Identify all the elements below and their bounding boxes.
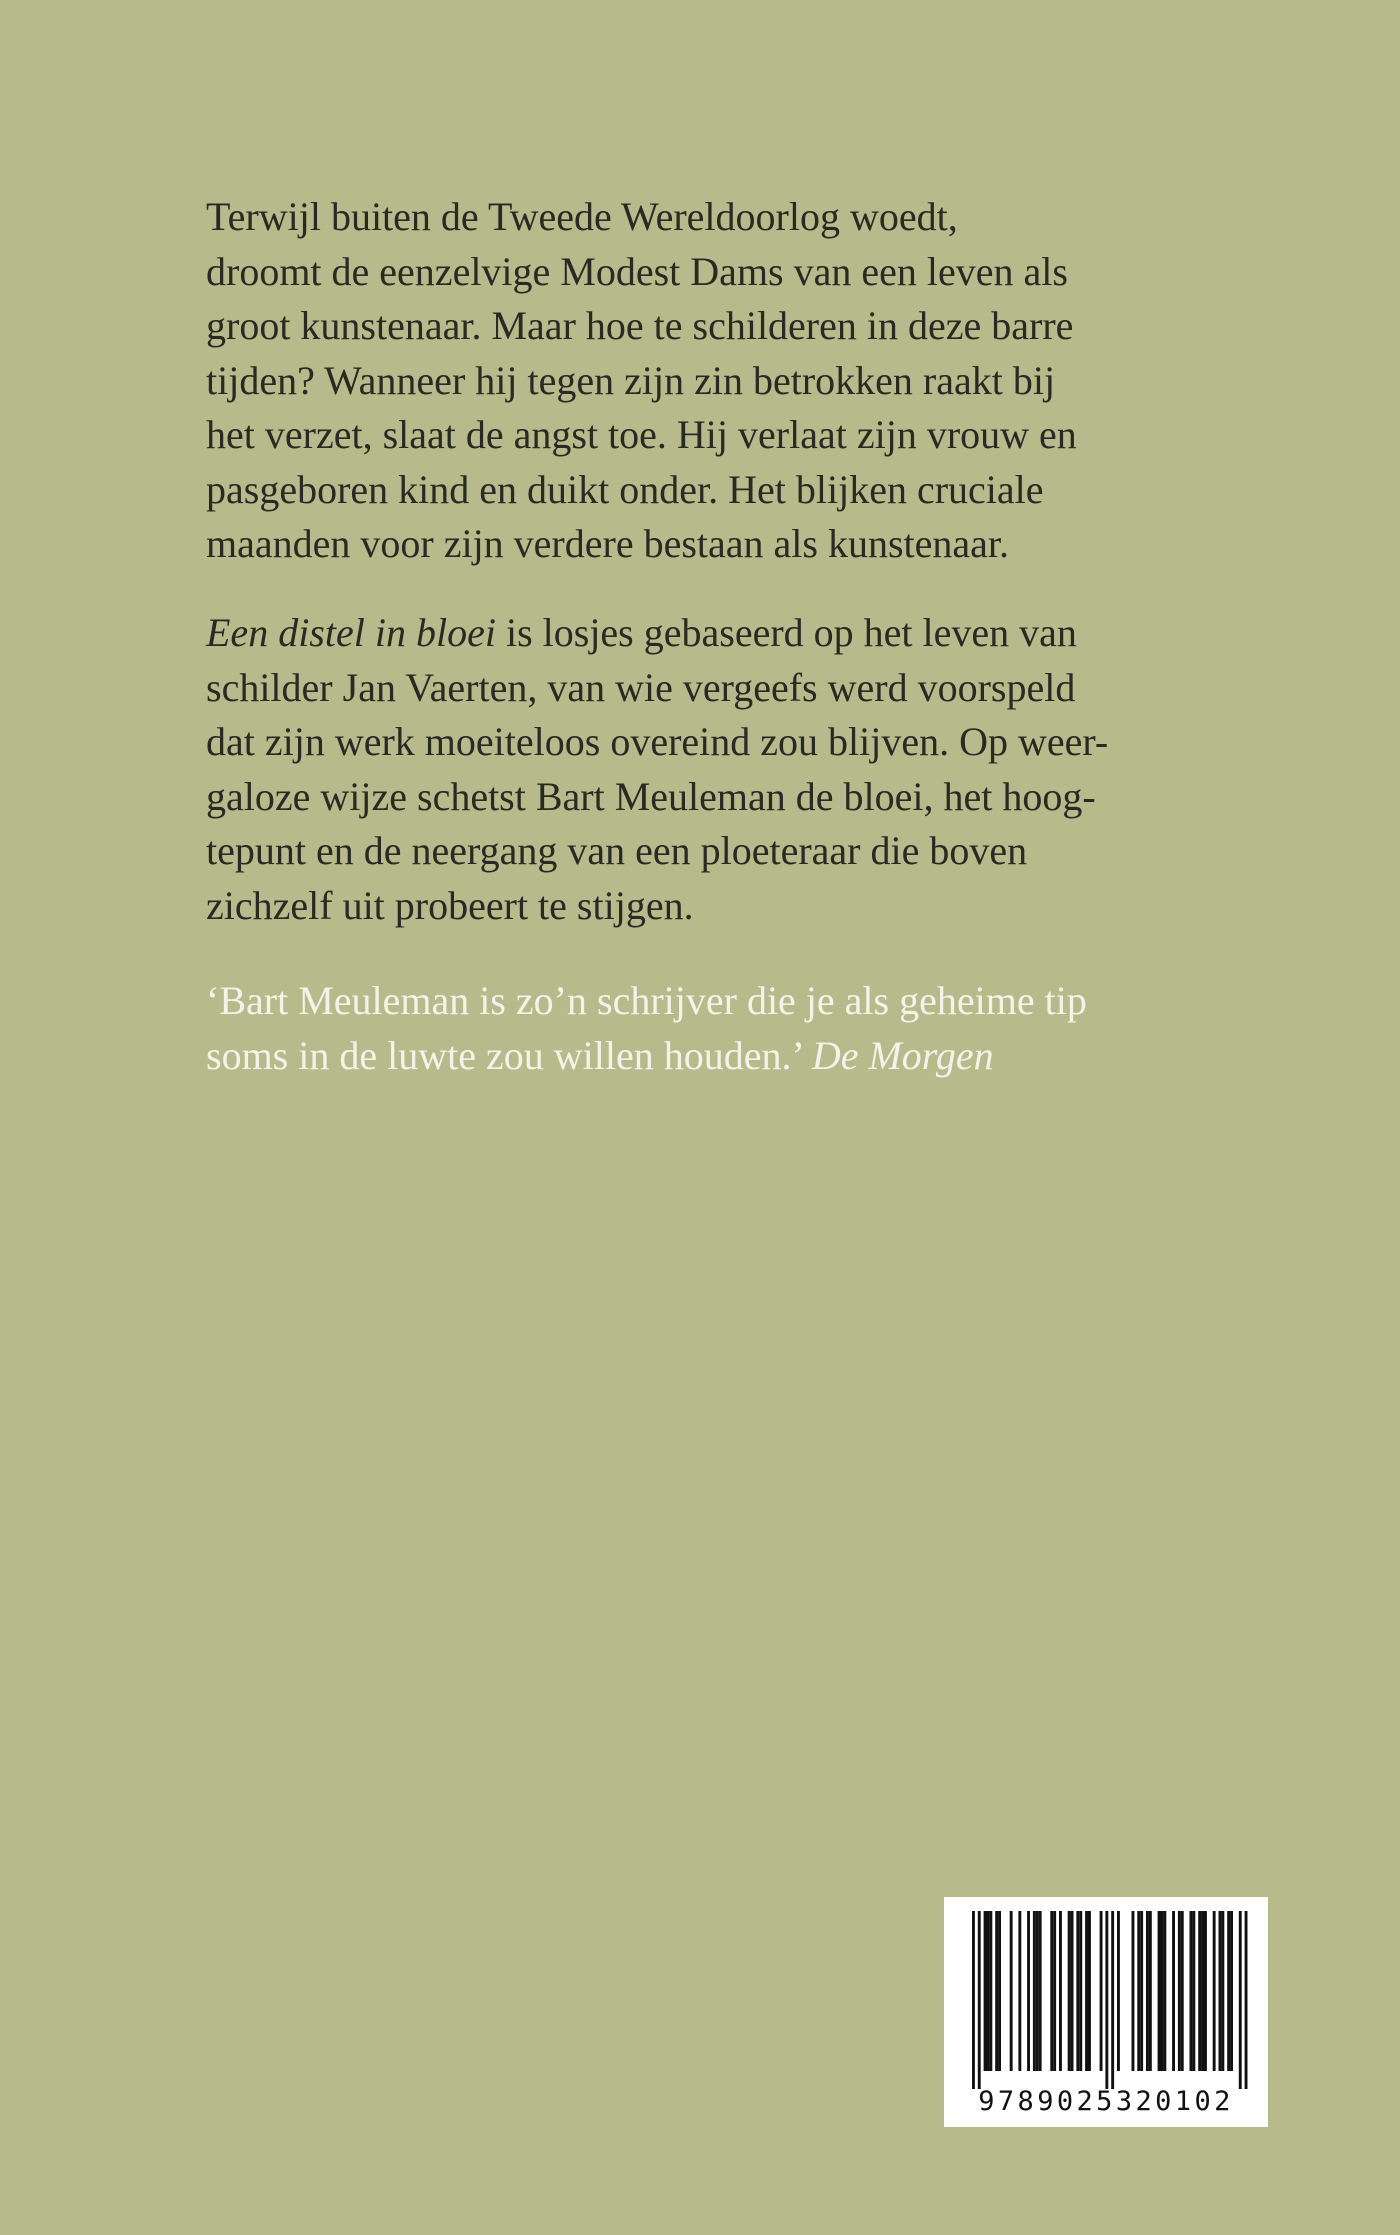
barcode-bar	[1172, 1911, 1175, 2071]
barcode-bar	[1053, 1911, 1056, 2071]
barcode-bar	[1146, 1911, 1149, 2071]
isbn-barcode	[944, 1897, 1268, 2127]
barcode-bar	[1192, 1911, 1195, 2071]
barcode-bar	[1068, 1911, 1071, 2071]
barcode-bar	[989, 1911, 992, 2071]
barcode-bar	[1059, 1911, 1062, 2071]
quote-text: soms in de luwte zou willen houden.’	[206, 1032, 812, 1078]
barcode-bar	[1190, 1911, 1193, 2071]
text-line: pasgeboren kind en duikt onder. Het blijken cruciale	[206, 466, 1044, 512]
barcode-bar	[1227, 1911, 1230, 2071]
barcode-bar	[1163, 1911, 1166, 2071]
barcode-bar	[1100, 1911, 1103, 2071]
barcode-bar	[1230, 1911, 1233, 2071]
barcode-bar	[995, 1911, 998, 2071]
barcode-bar	[998, 1911, 1001, 2071]
text-fragment: is losjes gebaseerd op het leven van	[495, 610, 1077, 655]
barcode-bar	[1201, 1911, 1204, 2071]
text-line: groot kunstenaar. Maar hoe te schilderen in deze barre	[206, 303, 1074, 348]
barcode-bar	[1204, 1911, 1207, 2071]
text-line: het verzet, slaat de angst toe. Hij verlaat zijn vrouw en	[206, 412, 1077, 457]
barcode-bar	[1076, 1911, 1079, 2071]
text-line: dat zijn werk moeiteloos overeind zou blijven. Op weer-	[206, 719, 1109, 764]
text-line: schilder Jan Vaerten, van wie vergeefs werd voorspeld	[206, 664, 1076, 710]
quote-source: De Morgen	[811, 1032, 994, 1078]
text-line: droomt de eenzelvige Modest Dams van een leven als	[206, 248, 1068, 294]
barcode-guard-bar	[1239, 1911, 1242, 2089]
text-line: maanden voor zijn verdere bestaan als kunstenaar.	[206, 521, 1010, 566]
barcode-bar	[1158, 1911, 1161, 2071]
barcode-bar	[1027, 1911, 1030, 2071]
isbn-number: 9789025320102	[978, 2086, 1234, 2117]
barcode-bar	[1181, 1911, 1184, 2071]
barcode-bar	[987, 1911, 990, 2071]
barcode-graphic	[944, 1897, 1268, 2127]
book-title: Een distel in bloei	[206, 610, 496, 655]
barcode-bar	[1178, 1911, 1181, 2071]
barcode-bar	[1213, 1911, 1216, 2071]
barcode-bar	[1036, 1911, 1039, 2071]
quote-line: ‘Bart Meuleman is zo’n schrijver die je als geheime tip	[206, 978, 1087, 1023]
barcode-bar	[1149, 1911, 1152, 2071]
barcode-bar	[1018, 1911, 1021, 2071]
barcode-bar	[1198, 1911, 1201, 2071]
barcode-bar	[1140, 1911, 1143, 2071]
barcode-bar	[1161, 1911, 1164, 2071]
barcode-bar	[984, 1911, 987, 2071]
review-quote	[206, 974, 1216, 1083]
barcode-bar	[1088, 1911, 1091, 2071]
barcode-bar	[1085, 1911, 1088, 2071]
barcode-bar	[1033, 1911, 1036, 2071]
barcode-bars	[972, 1911, 1248, 2089]
description-paragraph-2	[206, 606, 1216, 933]
barcode-bar	[1010, 1911, 1013, 2071]
barcode-guard-bar	[1245, 1911, 1248, 2089]
barcode-bar	[1132, 1911, 1135, 2071]
barcode-bar	[1137, 1911, 1140, 2071]
barcode-guard-bar	[1105, 1911, 1108, 2089]
text-line: galoze wijze schetst Bart Meuleman de bloei, het hoog-	[206, 773, 1096, 819]
text-line	[206, 606, 1216, 661]
text-line: tijden? Wanneer hij tegen zijn zin betrokken raakt bij	[206, 357, 1056, 403]
barcode-bar	[1219, 1911, 1222, 2071]
text-line: tepunt en de neergang van een ploeteraar die boven	[206, 828, 1028, 873]
barcode-guard-bar	[1111, 1911, 1114, 2089]
text-line: Terwijl buiten de Tweede Wereldoorlog woedt,	[206, 194, 958, 239]
description-paragraph-1	[206, 190, 1216, 572]
barcode-bar	[1039, 1911, 1042, 2071]
barcode-bar	[1071, 1911, 1074, 2071]
text-line: zichzelf uit probeert te stijgen.	[206, 882, 694, 928]
barcode-bar	[1221, 1911, 1224, 2071]
quote-line	[206, 1029, 1216, 1084]
barcode-guard-bar	[978, 1911, 981, 2089]
barcode-bar	[1050, 1911, 1053, 2071]
barcode-bar	[1117, 1911, 1120, 2071]
barcode-guard-bar	[972, 1911, 975, 2089]
barcode-bar	[1079, 1911, 1082, 2071]
